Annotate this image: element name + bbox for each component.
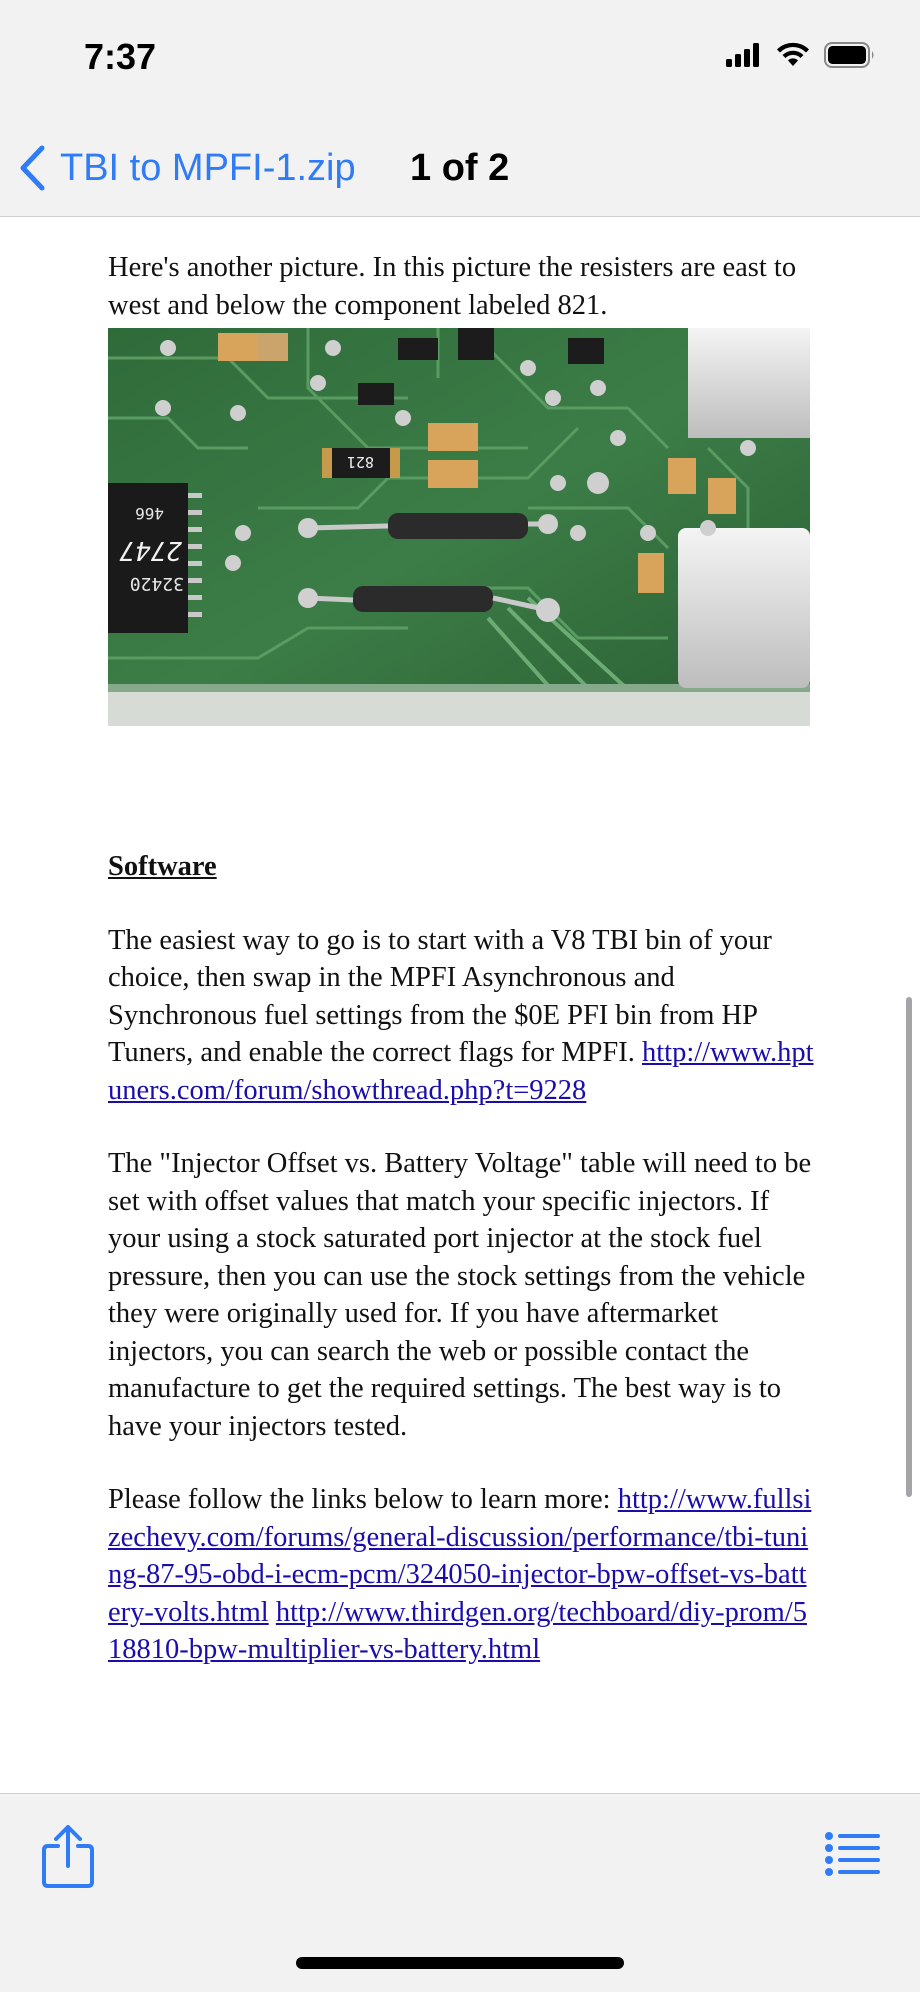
back-button[interactable] bbox=[18, 140, 356, 196]
links-intro-text: Please follow the links below to learn more: bbox=[108, 1484, 611, 1515]
status-icons bbox=[726, 42, 876, 68]
share-button[interactable] bbox=[40, 1824, 96, 1890]
chevron-left-icon bbox=[18, 144, 46, 192]
cellular-signal-icon bbox=[726, 43, 762, 67]
chip-marking-3: 32420 bbox=[129, 573, 184, 594]
circuit-board-photo bbox=[108, 328, 810, 726]
fullsizechevy-link[interactable]: http://www.fullsizechevy.com/forums/general-discussion/performance/tbi-tuning-87-95-obd-i-ecm-pcm/324050-injector-bpw-offset-vs-battery-volts.html bbox=[108, 1484, 812, 1628]
bottom-toolbar bbox=[0, 1793, 920, 1992]
status-bar bbox=[0, 0, 920, 120]
intro-text: Here's another picture. In this picture the resisters are east to west and below the component labeled 821. bbox=[108, 252, 797, 321]
section-heading: Software bbox=[108, 851, 217, 882]
resistor-label: 821 bbox=[346, 453, 374, 471]
scroll-indicator[interactable] bbox=[906, 997, 912, 1497]
hptuners-link[interactable]: http://www.hptuners.com/forum/showthread.php?t=9228 bbox=[108, 1037, 814, 1106]
list-icon bbox=[824, 1830, 880, 1880]
list-button[interactable] bbox=[824, 1830, 880, 1880]
wifi-icon bbox=[776, 42, 810, 68]
software-paragraph bbox=[108, 922, 818, 1110]
chip-marking-1: 466 bbox=[135, 504, 164, 523]
document-body bbox=[108, 249, 818, 1669]
chip-marking-2: 2747 bbox=[119, 535, 182, 565]
back-button-label: TBI to MPFI-1.zip bbox=[60, 146, 356, 189]
software-paragraph-text: The easiest way to go is to start with a V8 TBI bin of your choice, then swap in the MPFI Asynchronous and Synchronous fuel settings from the $0E PFI bin from HP Tuners, and enable the correct flags for MPFI. bbox=[108, 924, 772, 1068]
document-viewer[interactable] bbox=[0, 217, 920, 1793]
thirdgen-link[interactable]: http://www.thirdgen.org/techboard/diy-prom/518810-bpw-multiplier-vs-battery.html bbox=[108, 1596, 807, 1665]
page-indicator: 1 of 2 bbox=[410, 147, 510, 189]
status-time: 7:37 bbox=[84, 36, 157, 77]
home-indicator[interactable] bbox=[296, 1957, 624, 1969]
battery-icon bbox=[824, 42, 876, 68]
links-paragraph bbox=[108, 1481, 818, 1669]
share-icon bbox=[40, 1824, 96, 1890]
navigation-bar bbox=[0, 120, 920, 217]
injector-offset-paragraph: The "Injector Offset vs. Battery Voltage" table will need to be set with offset values that match your specific injectors. If your using a stock saturated port injector at the stock fuel pressure, then you can use the stock settings from the vehicle they were originally used for. If you have aftermarket injectors, you can search the web or possible contact the manufacture to get the required settings. The best way is to have your injectors tested. bbox=[108, 1148, 812, 1442]
